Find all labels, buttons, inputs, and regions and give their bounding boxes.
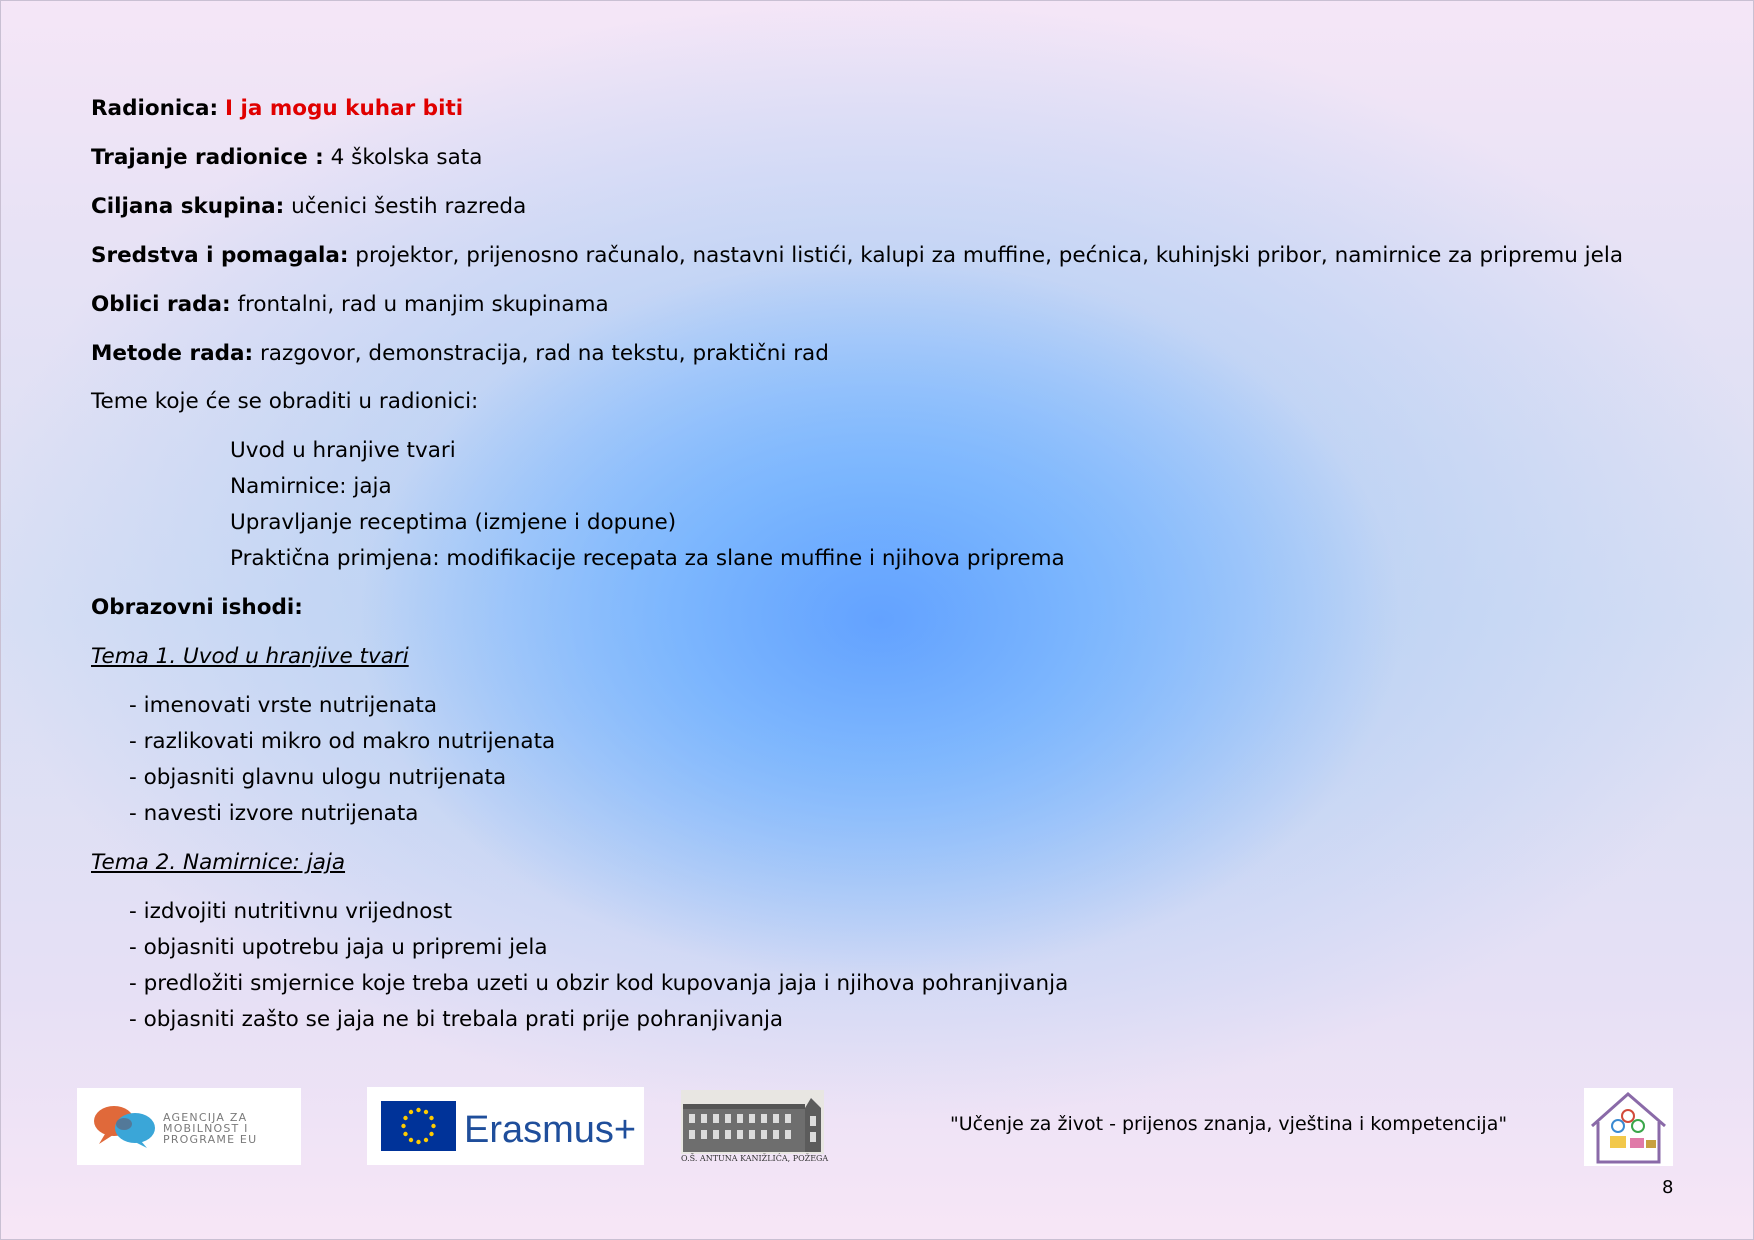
agency-text-line: MOBILNOST I [163, 1122, 249, 1135]
duration-label: Trajanje radionice : [91, 145, 324, 170]
workshop-label: Radionica: [91, 96, 219, 121]
project-logo [1584, 1088, 1673, 1166]
house-logo-icon [1584, 1088, 1673, 1166]
topic-item: Upravljanje receptima (izmjene i dopune) [230, 510, 677, 535]
project-quote: "Učenje za život - prijenos znanja, vještina i kompetencija" [950, 1113, 1508, 1135]
work-methods-value: razgovor, demonstracija, rad na tekstu, praktični rad [259, 341, 829, 366]
school-building-icon [681, 1090, 824, 1154]
outcome-item: - objasniti zašto se jaja ne bi trebala prati prije pohranjivanja [129, 1007, 784, 1032]
workshop-title: I ja mogu kuhar biti [224, 96, 464, 121]
topic-item: Praktična primjena: modifikacije recepata za slane muffine i njihova priprema [230, 546, 1065, 571]
tools-value: projektor, prijenosno računalo, nastavni listići, kalupi za muffine, pećnica, kuhinjski pribor, namirnice za pripremu jela [355, 243, 1623, 268]
target-group-value: učenici šestih razreda [291, 194, 527, 219]
outcome-item: - navesti izvore nutrijenata [129, 801, 419, 826]
topic-item: Namirnice: jaja [230, 474, 392, 499]
outcome-item: - objasniti upotrebu jaja u pripremi jela [129, 935, 548, 960]
tools-label: Sredstva i pomagala: [91, 243, 349, 268]
topic-item: Uvod u hranjive tvari [230, 438, 456, 463]
agency-text-line: AGENCIJA ZA [163, 1111, 248, 1124]
erasmus-text: Erasmus+ [464, 1109, 637, 1151]
agency-text-line: PROGRAME EU [163, 1133, 258, 1146]
work-forms-value: frontalni, rad u manjim skupinama [237, 292, 609, 317]
school-caption: O.Š. ANTUNA KANIŽLIĆA, POŽEGA [681, 1154, 829, 1163]
topics-intro: Teme koje će se obraditi u radionici: [91, 389, 479, 414]
target-group-label: Ciljana skupina: [91, 194, 285, 219]
work-forms-label: Oblici rada: [91, 292, 231, 317]
outcome-item: - predložiti smjernice koje treba uzeti u obzir kod kupovanja jaja i njihova pohranjivanja [129, 971, 1069, 996]
workshop-title-line [91, 96, 463, 121]
agency-logo-text [163, 1112, 257, 1145]
work-forms-line [91, 292, 609, 317]
tema2-heading: Tema 2. Namirnice: jaja [91, 850, 346, 875]
work-methods-label: Metode rada: [91, 341, 254, 366]
erasmus-logo [367, 1087, 644, 1165]
agency-logo [77, 1088, 301, 1165]
tools-line [91, 243, 1623, 268]
tema1-heading: Tema 1. Uvod u hranjive tvari [91, 644, 409, 669]
outcome-item: - objasniti glavnu ulogu nutrijenata [129, 765, 507, 790]
outcome-item: - imenovati vrste nutrijenata [129, 693, 438, 718]
duration-line [91, 145, 482, 170]
outcomes-heading: Obrazovni ishodi: [91, 595, 303, 620]
school-logo [681, 1090, 829, 1165]
target-group-line [91, 194, 526, 219]
outcome-item: - razlikovati mikro od makro nutrijenata [129, 729, 556, 754]
work-methods-line [91, 341, 829, 366]
duration-value: 4 školska sata [330, 145, 483, 170]
outcome-item: - izdvojiti nutritivnu vrijednost [129, 899, 453, 924]
page-number: 8 [1662, 1177, 1674, 1198]
